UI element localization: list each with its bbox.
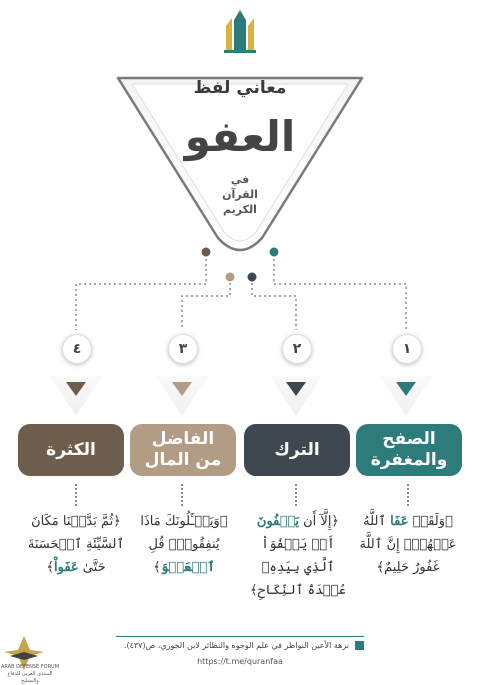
telegram-link[interactable]: https://t.me/quranfaa [197, 657, 283, 666]
verse-3 [130, 510, 238, 579]
verse-highlight: ٱلۡعَفۡوَ [160, 560, 215, 575]
title-subtitle: في القرآن الكريم [222, 173, 258, 216]
verse-text: ﴿وَلَقَدۡ [408, 514, 453, 529]
verse-text: ﴾ [153, 560, 161, 575]
watermark-line: ARAB DEFENSE FORUM [0, 664, 60, 670]
verse-4 [22, 510, 130, 579]
title-small: معاني لفظ [193, 78, 287, 98]
verse-text: ﴿ثُمَّ بَدَّلۡنَا مَكَانَ ٱلسَّيِّئَةِ ٱلۡحَسَنَةَ حَتَّىٰ [27, 514, 125, 575]
meaning-card-1: الصفح والمغفرة [356, 424, 462, 476]
connector-dot-dark [248, 273, 257, 282]
item-number-4: ٤ [62, 334, 92, 364]
verse-1 [354, 510, 462, 579]
verse-text: أَوۡ يَعۡفُوَاْ ٱلَّذِي بِيَدِهِۦ عُقۡدَةُ ٱلنِّكَاحِ﴾ [250, 537, 346, 598]
item-number-1: ١ [392, 334, 422, 364]
verse-highlight: عَفَا [390, 514, 409, 529]
divider [181, 484, 183, 506]
item-number-3: ٣ [168, 334, 198, 364]
chevron-down-icon [66, 382, 86, 398]
chevron-down-icon [286, 382, 306, 398]
chevron-down-icon [172, 382, 192, 398]
divider [407, 484, 409, 506]
item-number-2: ٢ [282, 334, 312, 364]
watermark-line: المنتدى العربي للدفاع والتسليح [7, 671, 53, 684]
connector-dot-tan [226, 273, 235, 282]
verse-text: ﴿وَيَسۡـَٔلُونَكَ مَاذَا يُنفِقُونَۖ قُلِ [140, 514, 228, 552]
verse-highlight: عَفَواْ [54, 560, 79, 575]
verse-2 [244, 510, 352, 602]
verse-text: ﴿إِلَّآ أَن [298, 514, 340, 529]
square-icon [355, 641, 364, 650]
divider [75, 484, 77, 506]
connector-dot-brown [202, 248, 211, 257]
meaning-card-2: الترك [244, 424, 350, 476]
footer-divider [116, 636, 364, 637]
verse-text: ٱللَّهُ عَنۡهُمۡۗ إِنَّ ٱللَّهَ غَفُورٌ حَلِيمٌ﴾ [359, 514, 457, 575]
funnel-diagram [0, 0, 480, 330]
divider [295, 484, 297, 506]
watermark-text [0, 664, 60, 685]
source-citation: نزهة الأعين النواظر في علم الوجوه والنظائر لابن الجوزي، ص(٤٣٧). [123, 640, 349, 650]
footer-source [118, 638, 364, 652]
chevron-down-icon [396, 382, 416, 398]
verse-text: ﴾ [46, 560, 54, 575]
verse-highlight: يَعۡفُونَ [256, 514, 299, 529]
connector-dot-teal [270, 248, 279, 257]
meaning-card-4: الكثرة [18, 424, 124, 476]
page-title: العفو [184, 112, 296, 161]
meaning-card-3: الفاضل من المال [130, 424, 236, 476]
